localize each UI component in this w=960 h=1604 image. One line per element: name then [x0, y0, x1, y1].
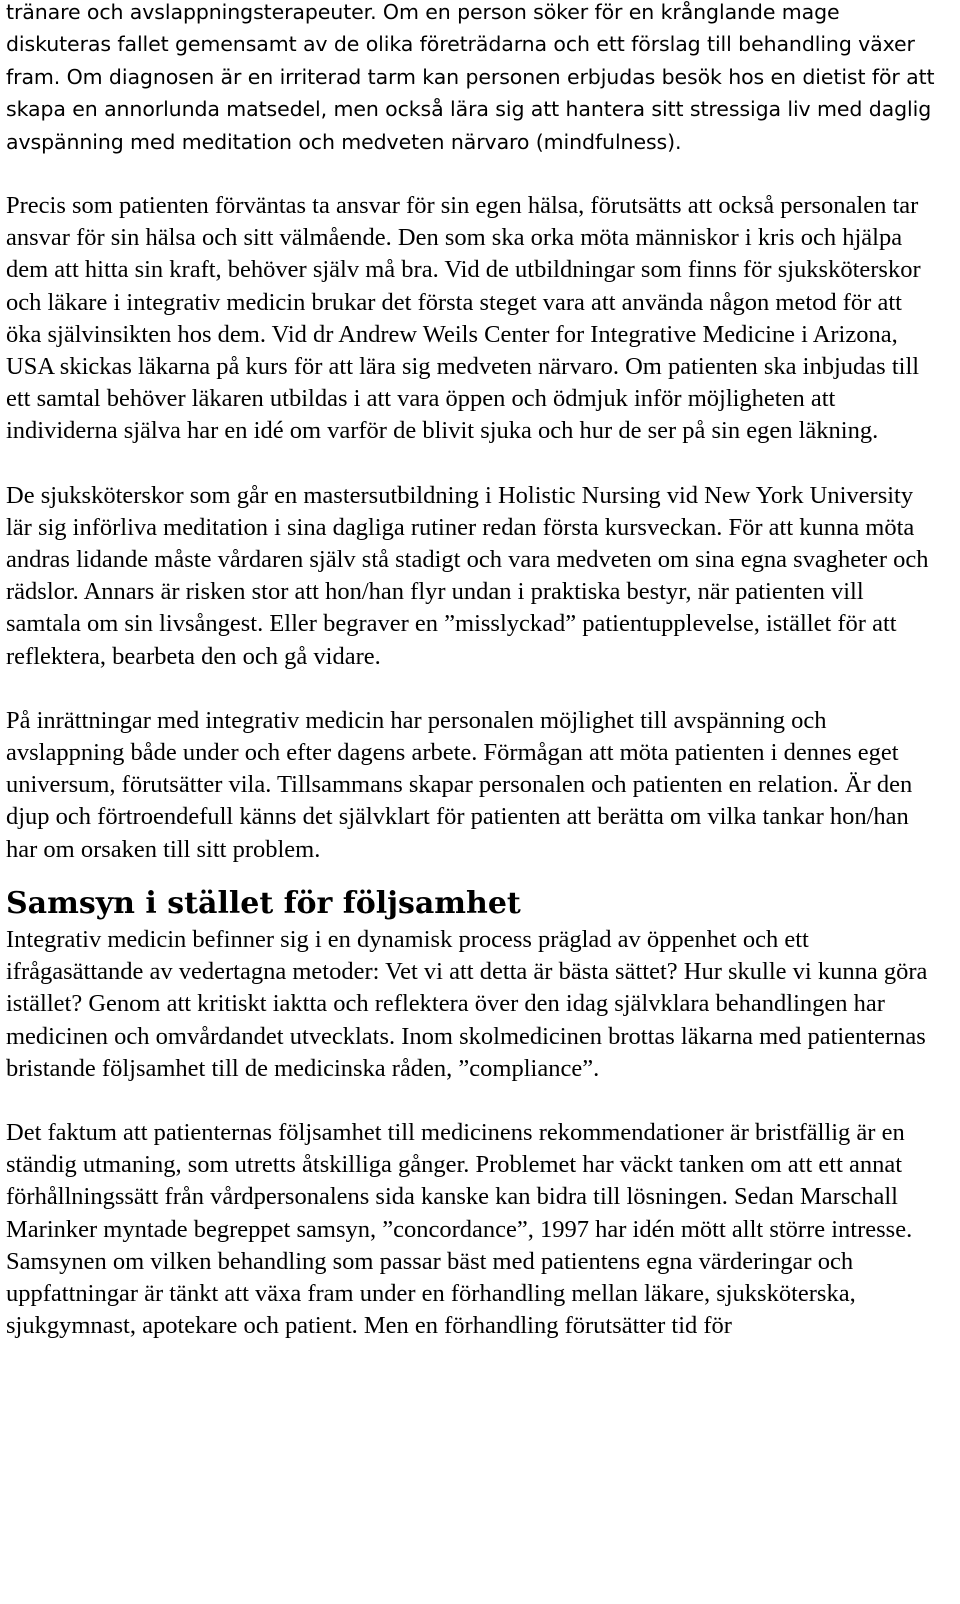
paragraph-gap — [6, 1085, 942, 1117]
paragraph-concordance: Det faktum att patienternas följsamhet till medicinens rekommendationer är bristfällig är en ständig utmaning, som utretts åtskilliga gånger. Problemet har väckt tanken om att ett annat förhållningssätt från vårdpersonalens sida kanske kan bidra till lösningen. Sedan Marschall Marinker myntade begreppet samsyn, ”concordance”, 1997 har idén mött allt större intresse. Samsynen om vilken behandling som passar bäst med patientens egna värderingar och uppfattningar är tänkt att växa fram under en förhandling mellan läkare, sjuksköterska, sjukgymnast, apotekare och patient. Men en förhandling förutsätter tid för — [6, 1118, 913, 1340]
paragraph-staff-health: Precis som patienten förväntas ta ansvar för sin egen hälsa, förutsätts att också personalen tar ansvar för sin hälsa och sitt välmående. Den som ska orka möta människor i kris och hjälpa dem att hitta sin kraft, behöver själv må bra. Vid de utbildningar som finns för sjuksköterskor och läkare i integrativ medicin brukar det första steget vara att använda någon metod för att öka självinsikten hos dem. Vid dr Andrew Weils Center for Integrative Medicine i Arizona, USA skickas läkarna på kurs för att lära sig medveten närvaro. Om patienten ska inbjudas till ett samtal behöver läkaren utbildas i att vara öppen och ödmjuk inför möjligheten att individerna själva har en idé om varför de blivit sjuka och hur de ser på sin egen läkning. — [6, 192, 921, 445]
paragraph-nursing-education: De sjuksköterskor som går en mastersutbildning i Holistic Nursing vid New York University lär sig införliva meditation i sina dagliga rutiner redan första kursveckan. För att kunna möta andras lidande måste vårdaren själv stå stadigt och vara medveten om sina egna svagheter och rädslor. Annars är risken stor att hon/han flyr undan i praktiska bestyr, när patienten vill samtala om sin livsångest. Eller begraver en ”misslyckad” patientupplevelse, istället för att reflektera, bearbeta den och gå vidare. — [6, 481, 929, 670]
paragraph-team-treatment: tränare och avslappningsterapeuter. Om en person söker för en krånglande mage diskuteras fallet gemensamt av de olika företrädarna och ett förslag till behandling växer fram. Om diagnosen är en irriterad tarm kan personen erbjudas besök hos en dietist för att skapa en annorlunda matsedel, men också lära sig att hantera sitt stressiga liv med daglig avspänning med meditation och medveten närvaro (mindfulness). — [6, 0, 935, 154]
section-heading: Samsyn i stället för följsamhet — [6, 885, 521, 921]
document-page — [6, 0, 942, 1342]
paragraph-gap — [6, 673, 942, 705]
paragraph-compliance: Integrativ medicin befinner sig i en dynamisk process präglad av öppenhet och ett ifrågasättande av vedertagna metoder: Vet vi att detta är bästa sättet? Hur skulle vi kunna göra istället? Genom att kritiskt iaktta och reflektera över den idag självklara behandlingen har medicinen och omvårdandet utvecklats. Inom skolmedicinen brottas läkarna med patienternas bristande följsamhet till de medicinska råden, ”compliance”. — [6, 925, 928, 1082]
paragraph-rest-relation: På inrättningar med integrativ medicin har personalen möjlighet till avspänning och avslappning både under och efter dagens arbete. Förmågan att möta patienten i dennes eget universum, förutsätter vila. Tillsammans skapar personalen och patienten en relation. Är den djup och förtroendefull känns det självklart för patienten att berätta om vilka tankar hon/han har om orsaken till sitt problem. — [6, 706, 913, 863]
paragraph-gap — [6, 448, 942, 480]
paragraph-gap — [6, 158, 942, 190]
